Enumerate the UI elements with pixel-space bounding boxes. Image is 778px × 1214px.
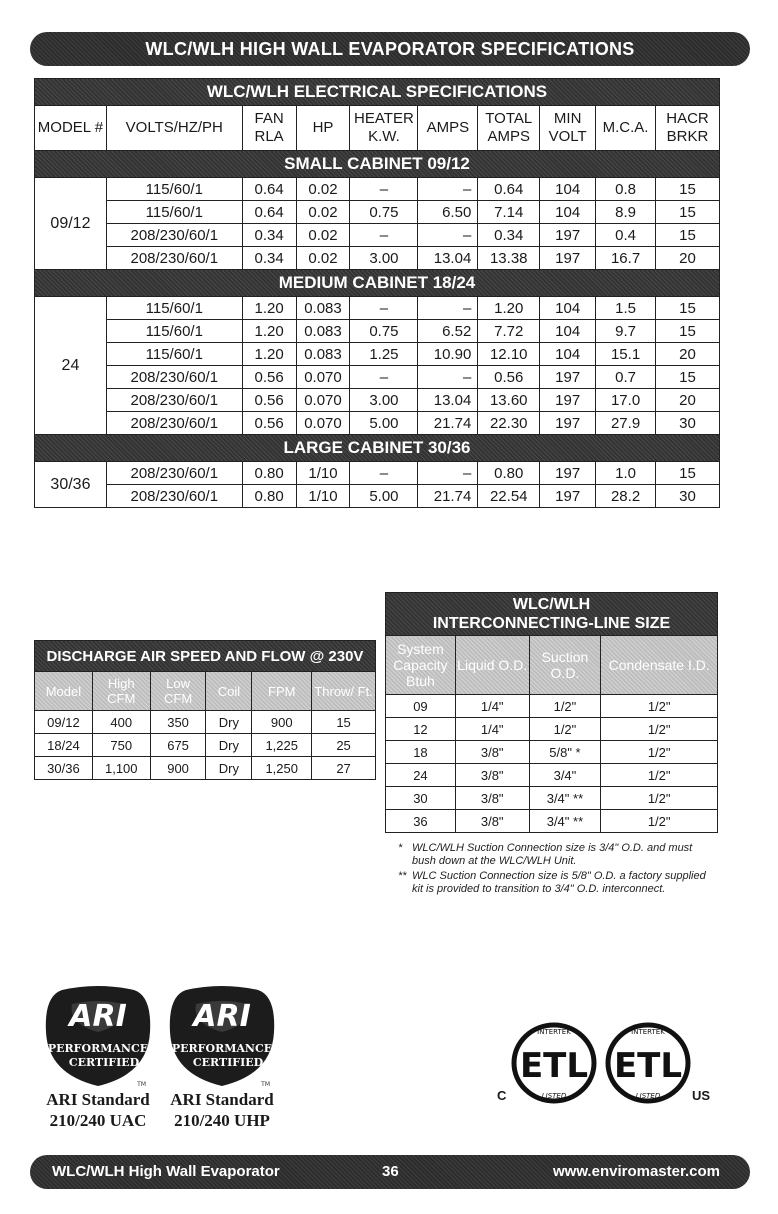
table-cell: 13.60 bbox=[478, 389, 540, 412]
table-cell: 7.72 bbox=[478, 320, 540, 343]
cabinet-label: SMALL CABINET 09/12 bbox=[35, 151, 720, 178]
table-row bbox=[386, 718, 718, 741]
table-row bbox=[386, 810, 718, 833]
table-cell: 20 bbox=[656, 247, 720, 270]
table-cell: 1/2" bbox=[601, 764, 718, 787]
table-cell: 16.7 bbox=[596, 247, 656, 270]
table-cell: 0.4 bbox=[596, 224, 656, 247]
column-header: Condensate I.D. bbox=[601, 636, 718, 695]
table-row bbox=[386, 741, 718, 764]
table-cell: 6.52 bbox=[418, 320, 478, 343]
table-cell: – bbox=[418, 462, 478, 485]
table-cell: 0.070 bbox=[296, 412, 350, 435]
table-cell: 1/4" bbox=[455, 695, 529, 718]
ari-performance-text: PERFORMANCE bbox=[171, 1042, 273, 1055]
interconnecting-line-table bbox=[385, 592, 718, 833]
etl-listed-mark-canada bbox=[504, 1022, 604, 1109]
column-header-row bbox=[35, 106, 720, 151]
table-row bbox=[35, 485, 720, 508]
column-header: System Capacity Btuh bbox=[386, 636, 456, 695]
table-cell: 3/8" bbox=[455, 764, 529, 787]
table-cell: 15 bbox=[656, 366, 720, 389]
column-header: TOTAL AMPS bbox=[478, 106, 540, 151]
etl-us-label: US bbox=[692, 1088, 711, 1103]
ari-standard-label: ARI Standard bbox=[170, 1090, 274, 1109]
table-cell: 5/8" * bbox=[529, 741, 601, 764]
cabinet-group-header bbox=[35, 270, 720, 297]
table-cell: 1.0 bbox=[596, 462, 656, 485]
table-cell: 0.34 bbox=[478, 224, 540, 247]
table-cell: 197 bbox=[540, 247, 596, 270]
table-cell: – bbox=[350, 462, 418, 485]
table-cell: 3.00 bbox=[350, 247, 418, 270]
table-row bbox=[35, 247, 720, 270]
table-cell: – bbox=[350, 178, 418, 201]
table-cell: 21.74 bbox=[418, 485, 478, 508]
electrical-spec-table bbox=[34, 78, 720, 508]
model-cell: 24 bbox=[35, 297, 107, 435]
table-cell: 0.56 bbox=[242, 412, 296, 435]
footnote-text: WLC Suction Connection size is 5/8" O.D. a factory supplied kit is provided to transition to 3/4" O.D. interconnect. bbox=[412, 870, 706, 895]
table-cell: 0.02 bbox=[296, 247, 350, 270]
table-cell: – bbox=[350, 366, 418, 389]
table-cell: 15 bbox=[656, 297, 720, 320]
table-cell: 0.56 bbox=[478, 366, 540, 389]
ari-standard-code: 210/240 UHP bbox=[174, 1111, 270, 1130]
column-header: VOLTS/HZ/PH bbox=[106, 106, 242, 151]
column-header: Model bbox=[35, 672, 93, 711]
footnote bbox=[398, 870, 718, 896]
table-cell: 0.75 bbox=[350, 201, 418, 224]
table-cell: 208/230/60/1 bbox=[106, 224, 242, 247]
table-cell: 30/36 bbox=[35, 757, 93, 780]
column-header: Suction O.D. bbox=[529, 636, 601, 695]
etl-bottom-text: LISTED bbox=[635, 1092, 661, 1100]
table-cell: 13.38 bbox=[478, 247, 540, 270]
table-row bbox=[35, 320, 720, 343]
table-row bbox=[35, 711, 376, 734]
table-cell: 197 bbox=[540, 224, 596, 247]
table-cell: 09/12 bbox=[35, 711, 93, 734]
table-cell: 3/4" ** bbox=[529, 810, 601, 833]
table-cell: Dry bbox=[206, 757, 252, 780]
table-cell: 0.64 bbox=[242, 178, 296, 201]
table-cell: 17.0 bbox=[596, 389, 656, 412]
table-cell: 27.9 bbox=[596, 412, 656, 435]
table-row bbox=[35, 178, 720, 201]
page-number: 36 bbox=[382, 1163, 399, 1180]
table-cell: 25 bbox=[312, 734, 376, 757]
table-cell: 8.9 bbox=[596, 201, 656, 224]
table-title-row bbox=[386, 593, 718, 636]
column-header: FAN RLA bbox=[242, 106, 296, 151]
table-cell: 30 bbox=[656, 412, 720, 435]
table-cell: Dry bbox=[206, 711, 252, 734]
table-cell: 0.56 bbox=[242, 389, 296, 412]
table-cell: 15 bbox=[312, 711, 376, 734]
table-row bbox=[386, 787, 718, 810]
table-cell: 197 bbox=[540, 412, 596, 435]
table-cell: 0.8 bbox=[596, 178, 656, 201]
table-cell: 750 bbox=[92, 734, 150, 757]
table-cell: 675 bbox=[150, 734, 206, 757]
table-cell: 115/60/1 bbox=[106, 343, 242, 366]
table-row bbox=[386, 695, 718, 718]
table-cell: 0.80 bbox=[242, 485, 296, 508]
table-title-row bbox=[35, 79, 720, 106]
table-cell: 0.083 bbox=[296, 320, 350, 343]
table-cell: 115/60/1 bbox=[106, 178, 242, 201]
column-header: Throw/ Ft. bbox=[312, 672, 376, 711]
table-cell: 1/2" bbox=[601, 810, 718, 833]
table-cell: 208/230/60/1 bbox=[106, 462, 242, 485]
table-cell: 15 bbox=[656, 201, 720, 224]
column-header: High CFM bbox=[92, 672, 150, 711]
table-cell: 900 bbox=[150, 757, 206, 780]
discharge-air-table bbox=[34, 640, 376, 780]
table-title bbox=[386, 593, 718, 636]
table-cell: 0.7 bbox=[596, 366, 656, 389]
table-cell: 13.04 bbox=[418, 247, 478, 270]
cabinet-group-header bbox=[35, 151, 720, 178]
table-cell: 1/2" bbox=[529, 718, 601, 741]
table-cell: 208/230/60/1 bbox=[106, 366, 242, 389]
footer-banner bbox=[30, 1155, 750, 1189]
table-cell: 0.070 bbox=[296, 366, 350, 389]
table-cell: 350 bbox=[150, 711, 206, 734]
table-cell: 900 bbox=[252, 711, 312, 734]
etl-top-text: INTERTEK bbox=[537, 1028, 571, 1036]
ari-logo-text: ARI bbox=[193, 999, 251, 1034]
footnote-mark: * bbox=[398, 842, 403, 854]
table-cell: 6.50 bbox=[418, 201, 478, 224]
table-cell: 104 bbox=[540, 201, 596, 224]
ari-badge-uac bbox=[36, 982, 160, 1130]
model-cell: 30/36 bbox=[35, 462, 107, 508]
table-cell: 9.7 bbox=[596, 320, 656, 343]
table-cell: 10.90 bbox=[418, 343, 478, 366]
table-cell: 1,250 bbox=[252, 757, 312, 780]
table-cell: 0.80 bbox=[242, 462, 296, 485]
table-cell: 1,100 bbox=[92, 757, 150, 780]
table-cell: 12.10 bbox=[478, 343, 540, 366]
table-cell: 104 bbox=[540, 297, 596, 320]
table-row bbox=[35, 734, 376, 757]
table-cell: 18/24 bbox=[35, 734, 93, 757]
table-cell: – bbox=[418, 297, 478, 320]
table-cell: 0.64 bbox=[242, 201, 296, 224]
table-cell: 0.56 bbox=[242, 366, 296, 389]
table-row bbox=[35, 462, 720, 485]
table-cell: 21.74 bbox=[418, 412, 478, 435]
table-cell: 30 bbox=[656, 485, 720, 508]
footnote-text: WLC/WLH Suction Connection size is 3/4" O.D. and must bush down at the WLC/WLH Unit. bbox=[412, 842, 693, 867]
table-cell: 5.00 bbox=[350, 485, 418, 508]
table-cell: 09 bbox=[386, 695, 456, 718]
table-cell: 28.2 bbox=[596, 485, 656, 508]
table-cell: 104 bbox=[540, 320, 596, 343]
table-cell: 1/2" bbox=[601, 718, 718, 741]
table-cell: 104 bbox=[540, 343, 596, 366]
table-cell: 15 bbox=[656, 462, 720, 485]
etl-logo bbox=[504, 1022, 604, 1104]
table-row bbox=[35, 343, 720, 366]
table-cell: 208/230/60/1 bbox=[106, 389, 242, 412]
table-cell: 197 bbox=[540, 462, 596, 485]
table-title-line2: INTERCONNECTING-LINE SIZE bbox=[432, 615, 671, 632]
footnotes bbox=[398, 842, 718, 898]
etl-mark-text: ETL bbox=[519, 1046, 589, 1086]
table-cell: 1/10 bbox=[296, 485, 350, 508]
table-cell: 3/8" bbox=[455, 741, 529, 764]
etl-c-label: C bbox=[497, 1088, 507, 1103]
table-cell: 1.20 bbox=[242, 320, 296, 343]
table-row bbox=[35, 224, 720, 247]
table-cell: 7.14 bbox=[478, 201, 540, 224]
table-cell: 15 bbox=[656, 320, 720, 343]
column-header: M.C.A. bbox=[596, 106, 656, 151]
ari-badge-uhp bbox=[160, 982, 284, 1130]
table-cell: 0.02 bbox=[296, 201, 350, 224]
table-cell: 0.34 bbox=[242, 224, 296, 247]
table-cell: 400 bbox=[92, 711, 150, 734]
ari-certified-text: CERTIFIED bbox=[68, 1056, 140, 1069]
table-cell: 20 bbox=[656, 389, 720, 412]
column-header: MIN VOLT bbox=[540, 106, 596, 151]
table-cell: 0.64 bbox=[478, 178, 540, 201]
table-cell: – bbox=[418, 366, 478, 389]
footnote-mark: ** bbox=[398, 870, 407, 882]
table-cell: 27 bbox=[312, 757, 376, 780]
table-cell: 3.00 bbox=[350, 389, 418, 412]
page-title: WLC/WLH HIGH WALL EVAPORATOR SPECIFICATIONS bbox=[145, 39, 635, 59]
table-row bbox=[35, 297, 720, 320]
table-cell: Dry bbox=[206, 734, 252, 757]
table-cell: 0.02 bbox=[296, 178, 350, 201]
table-cell: 36 bbox=[386, 810, 456, 833]
table-cell: 1/2" bbox=[601, 695, 718, 718]
table-cell: 3/8" bbox=[455, 810, 529, 833]
table-cell: 3/8" bbox=[455, 787, 529, 810]
table-title-row bbox=[35, 641, 376, 672]
table-cell: 104 bbox=[540, 178, 596, 201]
ari-tm-text: TM bbox=[137, 1081, 146, 1088]
ari-standard-code: 210/240 UAC bbox=[49, 1111, 147, 1130]
table-cell: 208/230/60/1 bbox=[106, 412, 242, 435]
ari-standard-label: ARI Standard bbox=[46, 1090, 150, 1109]
table-cell: 18 bbox=[386, 741, 456, 764]
table-cell: 1.5 bbox=[596, 297, 656, 320]
footer-url: www.enviromaster.com bbox=[552, 1163, 720, 1180]
table-cell: 1/2" bbox=[601, 741, 718, 764]
table-cell: 15 bbox=[656, 224, 720, 247]
column-header: AMPS bbox=[418, 106, 478, 151]
table-cell: 15 bbox=[656, 178, 720, 201]
table-title: DISCHARGE AIR SPEED AND FLOW @ 230V bbox=[35, 641, 376, 672]
table-cell: 115/60/1 bbox=[106, 320, 242, 343]
table-cell: – bbox=[350, 297, 418, 320]
footer-title: WLC/WLH High Wall Evaporator bbox=[52, 1163, 280, 1180]
ari-performance-text: PERFORMANCE bbox=[47, 1042, 149, 1055]
table-row bbox=[386, 764, 718, 787]
table-cell: 0.083 bbox=[296, 297, 350, 320]
table-row bbox=[35, 389, 720, 412]
table-row bbox=[35, 201, 720, 224]
table-cell: 30 bbox=[386, 787, 456, 810]
column-header: HACR BRKR bbox=[656, 106, 720, 151]
etl-bottom-text: LISTED bbox=[541, 1092, 567, 1100]
table-cell: 0.34 bbox=[242, 247, 296, 270]
table-cell: 197 bbox=[540, 485, 596, 508]
table-cell: 13.04 bbox=[418, 389, 478, 412]
table-cell: 1/2" bbox=[529, 695, 601, 718]
etl-logo bbox=[598, 1022, 698, 1104]
table-cell: 22.30 bbox=[478, 412, 540, 435]
table-cell: 0.070 bbox=[296, 389, 350, 412]
table-row bbox=[35, 412, 720, 435]
table-cell: – bbox=[418, 178, 478, 201]
ari-performance-certified-logo bbox=[166, 982, 278, 1088]
table-cell: 1/2" bbox=[601, 787, 718, 810]
table-cell: – bbox=[418, 224, 478, 247]
cabinet-group-header bbox=[35, 435, 720, 462]
model-cell: 09/12 bbox=[35, 178, 107, 270]
table-cell: 1.20 bbox=[242, 343, 296, 366]
column-header: Coil bbox=[206, 672, 252, 711]
table-row bbox=[35, 366, 720, 389]
etl-top-text: INTERTEK bbox=[631, 1028, 665, 1036]
table-cell: 208/230/60/1 bbox=[106, 247, 242, 270]
table-cell: 1.25 bbox=[350, 343, 418, 366]
table-cell: 24 bbox=[386, 764, 456, 787]
table-cell: 1/4" bbox=[455, 718, 529, 741]
table-cell: 3/4" bbox=[529, 764, 601, 787]
ari-performance-certified-logo bbox=[42, 982, 154, 1088]
cabinet-label: MEDIUM CABINET 18/24 bbox=[35, 270, 720, 297]
etl-listed-mark-us bbox=[598, 1022, 698, 1109]
table-cell: 1.20 bbox=[478, 297, 540, 320]
table-row bbox=[35, 757, 376, 780]
footnote bbox=[398, 842, 718, 868]
table-title-line1: WLC/WLH bbox=[512, 596, 591, 613]
column-header-row bbox=[35, 672, 376, 711]
column-header: MODEL # bbox=[35, 106, 107, 151]
table-cell: 3/4" ** bbox=[529, 787, 601, 810]
table-cell: – bbox=[350, 224, 418, 247]
etl-mark-text: ETL bbox=[613, 1046, 683, 1086]
table-cell: 1,225 bbox=[252, 734, 312, 757]
table-cell: 0.02 bbox=[296, 224, 350, 247]
table-cell: 0.80 bbox=[478, 462, 540, 485]
table-cell: 5.00 bbox=[350, 412, 418, 435]
table-cell: 115/60/1 bbox=[106, 201, 242, 224]
ari-logo-text: ARI bbox=[69, 999, 127, 1034]
table-cell: 20 bbox=[656, 343, 720, 366]
table-cell: 197 bbox=[540, 389, 596, 412]
table-cell: 15.1 bbox=[596, 343, 656, 366]
table-cell: 1.20 bbox=[242, 297, 296, 320]
column-header: HEATER K.W. bbox=[350, 106, 418, 151]
column-header: Liquid O.D. bbox=[455, 636, 529, 695]
column-header: Low CFM bbox=[150, 672, 206, 711]
table-cell: 0.75 bbox=[350, 320, 418, 343]
table-title: WLC/WLH ELECTRICAL SPECIFICATIONS bbox=[35, 79, 720, 106]
top-banner bbox=[30, 32, 750, 66]
table-cell: 208/230/60/1 bbox=[106, 485, 242, 508]
column-header-row bbox=[386, 636, 718, 695]
ari-tm-text: TM bbox=[261, 1081, 270, 1088]
column-header: HP bbox=[296, 106, 350, 151]
table-cell: 0.083 bbox=[296, 343, 350, 366]
table-cell: 1/10 bbox=[296, 462, 350, 485]
table-cell: 22.54 bbox=[478, 485, 540, 508]
table-cell: 12 bbox=[386, 718, 456, 741]
column-header: FPM bbox=[252, 672, 312, 711]
cabinet-label: LARGE CABINET 30/36 bbox=[35, 435, 720, 462]
table-cell: 115/60/1 bbox=[106, 297, 242, 320]
ari-certified-text: CERTIFIED bbox=[192, 1056, 264, 1069]
table-cell: 197 bbox=[540, 366, 596, 389]
